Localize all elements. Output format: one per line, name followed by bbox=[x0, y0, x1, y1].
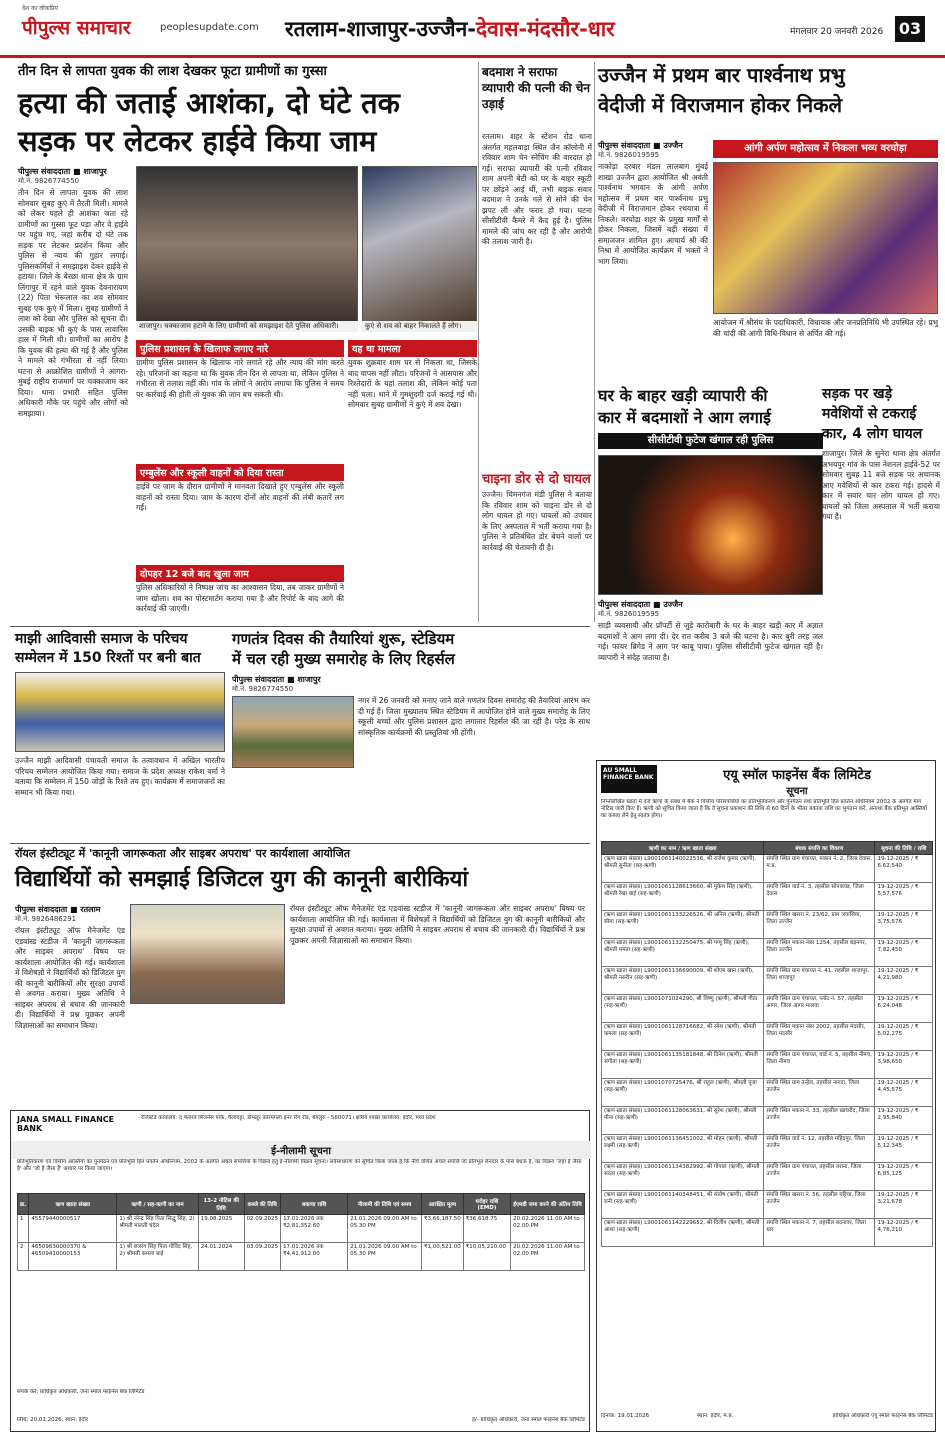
au-notice-table-cell: 19-12-2025 / ₹ 6,24,048 bbox=[875, 995, 933, 1023]
fire-body: साड़ी व्यवसायी और प्रॉपर्टी से जुड़े कारोबारी के घर के बाहर खड़ी कार में अज्ञात बदमाशों ने आग लगा दी। देर रात करीब 3 बजे की घटना है। कार बुरी तरह जल गई। फायर ब्रिगेड ने आग पर काबू पाया। पुलिस सीसीटीवी फुटेज खंगाल रही है। व्यापारी ने संदेह जताया है। bbox=[598, 621, 823, 662]
au-notice-table-cell: (ऋण खाता संख्या) L9001061140348451, श्री संतोष (ऋणी), श्रीमती रानी (सह-ऋणी) bbox=[602, 1191, 764, 1219]
well-photo bbox=[362, 166, 477, 323]
lead-story bbox=[10, 62, 475, 622]
legal-byline bbox=[15, 904, 125, 924]
au-notice-table-cell: संपत्ति स्थित मकान नं. 7, तहसील बदनावर, जिला धार bbox=[764, 1219, 875, 1247]
republic-mobile: मो.नं. 9826774550 bbox=[232, 685, 294, 693]
au-notice-table-row bbox=[602, 1191, 933, 1219]
au-notice-table-cell: (ऋण खाता संख्या) L9001061128716682, श्री रमेश (ऋणी), श्रीमती कमला (सह-ऋणी) bbox=[602, 1023, 764, 1051]
jana-footer: संपर्क करें: प्राधिकृत अधिकारी, जना स्मॉल फाइनेंस बैंक लिमिटेड bbox=[17, 1389, 145, 1395]
jana-notice-table-cell: ₹10,05,210.00 bbox=[463, 1243, 510, 1271]
protest-photo bbox=[136, 166, 358, 323]
legal-mobile: मो.नं. 9826486291 bbox=[15, 915, 77, 923]
jana-notice-table-cell: 46509630000370 & 46509410000153 bbox=[29, 1243, 117, 1271]
au-notice-table-cell: संपत्ति स्थित ग्राम पंचायत, वार्ड नं. 5, तहसील नीमच, जिला नीमच bbox=[764, 1051, 875, 1079]
au-text: निम्नलिखित खातों में दर्ज ऋणों के संबंध में बैंक ने वित्तीय परिसंपत्तियों का प्रतिभूतिकरण और पुनर्गठन तथा प्रतिभूति हित प्रवर्तन अधिनियम 2002 के अंतर्गत मांग नोटिस जारी किए हैं। ऋणी को सूचित किया जाता है कि वे सूचना प्रकाशन की तिथि से 60 दिनों के भीतर बकाया राशि का भुगतान करें, अन्यथा बैंक प्रतिभूत आस्तियों का कब्जा लेने हेतु स्वतंत्र होगा। bbox=[601, 799, 927, 819]
jana-notice-table-row bbox=[18, 1215, 585, 1243]
au-notice-table-cell: 19-12-2025 / ₹ 3,98,650 bbox=[875, 1051, 933, 1079]
au-notice-table-cell: संपत्ति स्थित ग्राम पंचायत, तहसील तराना, जिला उज्जैन bbox=[764, 1163, 875, 1191]
au-notice-table-cell: (ऋण खाता संख्या) L9001061128063631, श्री सुरेश (ऋणी), श्रीमती मीना (सह-ऋणी) bbox=[602, 1107, 764, 1135]
parshwanath-body-2: आयोजन में श्रीसंघ के पदाधिकारी, विधायक और जनप्रतिनिधि भी उपस्थित रहे। प्रभु की चांदी की आंगी विधि-विधान से अर्पित की गई। bbox=[713, 318, 938, 338]
au-footer-date: दिनांक: 19.01.2026 bbox=[601, 1413, 650, 1419]
newspaper-logo[interactable]: पीपुल्स समाचार bbox=[22, 17, 131, 39]
cattle-body: शाजापुर। जिले के सुनेरा थाना क्षेत्र अंतर्गत अभयपुर गांव के पास नेशनल हाईवे-52 पर सोमवार सुबह 11 बजे सड़क पर अचानक आए मवेशियों से कार टकरा गई। हादसे में कार में सवार चार लोग घायल हो गए। घायलों को जिला अस्पताल में भर्ती कराया गया है। bbox=[822, 449, 940, 521]
lead-subhead-1: पुलिस प्रशासन के खिलाफ लगाए नारे bbox=[136, 340, 344, 357]
legal-headline: विद्यार्थियों को समझाई डिजिटल युग की कानूनी बारीकियां bbox=[15, 867, 469, 892]
lead-subhead-4: यह था मामला bbox=[348, 340, 477, 357]
majhi-photo bbox=[15, 672, 225, 752]
au-notice-table-cell: संपत्ति स्थित वार्ड नं. 3, तहसील सोनकच्छ, जिला देवास bbox=[764, 883, 875, 911]
lead-body: तीन दिन से लापता युवक की लाश सोमवार सुबह कुएं में तैरती मिली। मामले को लेकर पहले ही आशंका जता रहे ग्रामीणों का गुस्सा फूट पड़ा और वे हाईवे पर पहुंच गए, जहां करीब दो घंटे तक सड़क पर लेटकर प्रदर्शन किया और पुलिस से न्याय की गुहार लगाई। पुलिसकर्मियों ने समझाइश देकर हाईवे से हटाया। जिले के बेरछा थाना क्षेत्र के ग्राम लिंगापुर में रहने वाले युवक देवनारायण (22) पिता भेरूलाल का शव सोमवार सुबह एक कुएं में मिला। सुबह ग्रामीणों ने लाश को देखा और पुलिस को सूचना दी। उसकी बाइक भी कुएं के पास लावारिस हाल में मिली थी। ग्रामीणों का आरोप है कि युवक की हत्या की गई है और पुलिस ने मामले को गंभीरता से नहीं लिया। घटना से आक्रोशित ग्रामीणों ने आगरा-मुंबई राष्ट्रीय राजमार्ग पर चक्काजाम कर दिया। थाना प्रभारी सहित पुलिस अधिकारी मौके पर पहुंचे और लोगों को समझाया। bbox=[18, 188, 128, 418]
jana-notice-table-cell: 24.01.2024 bbox=[198, 1243, 244, 1271]
jana-notice-table-cell: 21.01.2026 09.00 AM to 05.30 PM bbox=[348, 1243, 422, 1271]
parshwanath-body: नाकोड़ा दरबार मंडल लालबाग मुंबई शाखा उज्जैन द्वारा आयोजित श्री अवंती पार्श्वनाथ भगवान के आंगी अर्पण महोत्सव में प्रथम बार पार्श्वनाथ प्रभु वेदीजी में विराजमान होकर रथयात्रा में निकले। वरघोड़ा शहर के प्रमुख मार्गों से होकर निकला, जिसमें बड़ी संख्या में समाजजन शामिल हुए। आचार्य श्री की निश्रा में आयोजित कार्यक्रम में भक्तों ने भाग लिया। bbox=[598, 162, 708, 266]
jana-notice-table-cell: 17.01.2026 तक ₹2,81,352.60 bbox=[281, 1215, 348, 1243]
au-notice-table-cell: (ऋण खाता संख्या) L9001070725476, श्री राहुल (ऋणी), श्रीमती पूजा (सह-ऋणी) bbox=[602, 1079, 764, 1107]
jana-notice-table-cell: 02.09.2025 bbox=[244, 1215, 281, 1243]
cattle-headline-3: कार, 4 लोग घायल bbox=[822, 426, 923, 442]
parshwanath-story bbox=[598, 62, 938, 382]
jana-notice-col-header: क्र. bbox=[18, 1194, 29, 1215]
au-table-wrap bbox=[601, 841, 933, 1406]
au-notice-table-cell: संपत्ति स्थित खसरा नं. 56, तहसील घट्टिया, जिला उज्जैन bbox=[764, 1191, 875, 1219]
parshwanath-mobile: मो.नं. 9826019595 bbox=[598, 151, 660, 159]
republic-byline bbox=[232, 674, 412, 694]
jana-notice-table-cell: 1 bbox=[18, 1215, 29, 1243]
fire-byline bbox=[598, 599, 708, 619]
parshwanath-headline-2: वेदीजी में विराजमान होकर निकले bbox=[598, 93, 843, 117]
lead-subhead-3: दोपहर 12 बजे बाद खुला जाम bbox=[136, 565, 344, 582]
jana-notice-table-cell: 2 bbox=[18, 1243, 29, 1271]
au-notice-table-cell: (ऋण खाता संख्या) L9001061128613660, श्री मुकेश सिंह (ऋणी), श्रीमती रेखा बाई (सह-ऋणी) bbox=[602, 883, 764, 911]
china-dor-body: उज्जैन। चिमनगंज मंडी पुलिस ने बताया कि रविवार शाम को चाइना डोर से दो लोग घायल हो गए। घायलों को उपचार के लिए अस्पताल में भर्ती कराया गया है। पुलिस ने प्रतिबंधित डोर बेचने वालों पर कार्रवाई की चेतावनी दी है। bbox=[482, 490, 592, 552]
jana-notice-table-cell: 19.08.2025 bbox=[198, 1215, 244, 1243]
au-notice-table-cell: संपत्ति स्थित मकान नंबर 1254, तहसील बड़नगर, जिला उज्जैन bbox=[764, 939, 875, 967]
page-number: 03 bbox=[895, 16, 925, 42]
legal-byline-text: पीपुल्स संवाददाता ■ रतलाम bbox=[15, 905, 101, 914]
protest-photo-caption: शाजापुर। चक्काजाम हटाने के लिए ग्रामीणों को समझाइश देते पुलिस अधिकारी। bbox=[136, 321, 358, 332]
jana-notice-col-header: 13-2 नोटिस की तिथि bbox=[198, 1194, 244, 1215]
edition-cities bbox=[285, 15, 615, 43]
logo-tagline: देश का लोकप्रिय bbox=[22, 5, 58, 12]
lead-subtext-1: ग्रामीण पुलिस प्रशासन के खिलाफ नारे लगाते रहे और न्याय की मांग करते रहे। परिजनों का कहना था कि युवक तीन दिन से लापता था, लेकिन पुलिस ने गंभीरता से तलाश नहीं की। गांव के लोगों ने आरोप लगाया कि पुलिस ने समय पर कार्रवाई की होती तो युवक की जान बच सकती थी। bbox=[136, 358, 344, 399]
lead-mobile: मो.नं. 9826774550 bbox=[18, 177, 80, 185]
au-notice-table-cell: 19-12-2025 / ₹ 2,95,840 bbox=[875, 1107, 933, 1135]
lead-kicker: तीन दिन से लापता युवक की लाश देखकर फूटा ग्रामीणों का गुस्सा bbox=[18, 64, 327, 79]
au-table-header bbox=[602, 842, 933, 855]
republic-headline-2: में चल रही मुख्य समारोह के लिए रिहर्सल bbox=[232, 650, 455, 668]
jana-table-header bbox=[18, 1194, 585, 1215]
jana-text: प्रतिभूतिकरण एवं वित्तीय आस्तियों का पुनर्गठन एवं प्रतिभूति हित प्रवर्तन अधिनियम, 2002 के अंतर्गत अचल संपत्तियों के विक्रय हेतु ई-नीलामी विक्रय सूचना। सर्वसाधारण को सूचित किया जाता है कि नीचे वर्णित अचल संपत्ति जो प्रतिभूत लेनदार के पास बंधक है, का विक्रय 'जहां है जैसा है' और 'जो है जैसा है' आधार पर किया जाएगा। bbox=[17, 1159, 582, 1172]
au-notice-table-row bbox=[602, 939, 933, 967]
majhi-body: उज्जैन माझी आदिवासी पंचायती समाज के तत्वावधान में अखिल भारतीय परिचय सम्मेलन आयोजित किया गया। समाज के प्रदेश अध्यक्ष राकेश वर्मा ने बताया कि सम्मेलन में 150 जोड़ों के रिश्ते तय हुए। कार्यक्रम में समाजजनों का सम्मान भी किया गया। bbox=[15, 756, 225, 797]
au-notice-table-row bbox=[602, 911, 933, 939]
jana-notice-col-header: ईएमडी जमा करने की अंतिम तिथि bbox=[511, 1194, 585, 1215]
au-notice-table-cell: 19-12-2025 / ₹ 5,12,345 bbox=[875, 1135, 933, 1163]
au-notice-table-cell: 19-12-2025 / ₹ 7,82,450 bbox=[875, 939, 933, 967]
robbery-headline: बदमाश ने सराफा व्यापारी की पत्नी की चेन उड़ाई bbox=[482, 65, 591, 111]
au-notice-table-cell: (ऋण खाता संख्या) L9001061142229652, श्री दिलीप (ऋणी), श्रीमती आशा (सह-ऋणी) bbox=[602, 1219, 764, 1247]
jana-notice-table-cell: 17.01.2026 तक ₹4,41,912.00 bbox=[281, 1243, 348, 1271]
column-divider bbox=[478, 62, 479, 622]
au-notice-table-cell: (ऋण खाता संख्या) L9001061140022536, श्री राजेश कुमार (ऋणी), श्रीमती सुनीता (सह-ऋणी) bbox=[602, 855, 764, 883]
au-footer-sign: प्राधिकृत अधिकारी एयू स्मॉल फाइनेंस बैंक लिमिटेड bbox=[832, 1413, 933, 1419]
au-notice-table-cell: संपत्ति स्थित वार्ड नं. 12, तहसील महिदपुर, जिला उज्जैन bbox=[764, 1135, 875, 1163]
issue-date: मंगलवार 20 जनवरी 2026 bbox=[790, 27, 884, 37]
cities-red: देवास-मंदसौर-धार bbox=[475, 17, 615, 41]
au-notice-col-header: ऋणी का नाम / ऋण खाता संख्या bbox=[602, 842, 764, 855]
website-link[interactable]: peoplesupdate.com bbox=[160, 22, 259, 33]
au-notice-table-row bbox=[602, 1219, 933, 1247]
au-notice-table-cell: संपत्ति स्थित ग्राम पंचायत नं. 41, तहसील शाजापुर, जिला शाजापुर bbox=[764, 967, 875, 995]
jana-notice-col-header: आरक्षित मूल्य bbox=[422, 1194, 464, 1215]
well-photo-caption: कुएं से शव को बाहर निकालते हैं लोग। bbox=[362, 321, 477, 332]
au-notice-table-row bbox=[602, 967, 933, 995]
fire-tag: सीसीटीवी फुटेज खंगाल रही पुलिस bbox=[598, 433, 823, 449]
fire-byline-text: पीपुल्स संवाददाता ■ उज्जैन bbox=[598, 600, 683, 609]
fire-headline-1: घर के बाहर खड़ी व्यापारी की bbox=[598, 386, 768, 405]
au-notice-table-row bbox=[602, 1107, 933, 1135]
au-bank-notice bbox=[596, 760, 936, 1432]
jana-notice-col-header: नीलामी की तिथि एवं समय bbox=[348, 1194, 422, 1215]
jana-notice-table-cell: 21.01.2026 09.00 AM to 05.30 PM bbox=[348, 1215, 422, 1243]
au-notice-col-header: सूचना की तिथि / राशि bbox=[875, 842, 933, 855]
au-notice-table-cell: संपत्ति स्थित ग्राम पंचायत, प्लॉट नं. 57, तहसील आगर, जिला आगर मालवा bbox=[764, 995, 875, 1023]
au-notice-table-row bbox=[602, 1023, 933, 1051]
majhi-headline-2: सम्मेलन में 150 रिश्तों पर बनी बात bbox=[15, 650, 201, 666]
lead-headline-1: हत्या की जताई आशंका, दो घंटे तक bbox=[18, 86, 400, 120]
cattle-headline-2: मवेशियों से टकराई bbox=[822, 406, 917, 422]
au-notice-table-row bbox=[602, 1135, 933, 1163]
lead-subhead-2: एम्बुलेंस और स्कूली वाहनों को दिया रास्ता bbox=[136, 464, 344, 481]
jana-notice-col-header: ऋणी / सह-ऋणी का नाम bbox=[117, 1194, 198, 1215]
lead-byline bbox=[18, 166, 128, 186]
legal-kicker: रॉयल इंस्टीट्यूट में 'कानूनी जागरूकता और साइबर अपराध' पर कार्यशाला आयोजित bbox=[15, 847, 351, 860]
jana-logo: JANA SMALL FINANCE BANK bbox=[17, 1115, 115, 1133]
workshop-photo bbox=[130, 904, 285, 1004]
au-notice-table-cell: (ऋण खाता संख्या) L9001061133226526, श्री अनिल (ऋणी), श्रीमती सीमा (सह-ऋणी) bbox=[602, 911, 764, 939]
jana-notice-table-cell: 03.09.2025 bbox=[244, 1243, 281, 1271]
fire-story bbox=[598, 385, 838, 765]
robbery-body: रतलाम। शहर के स्टेशन रोड थाना अंतर्गत महलवाड़ा स्थित जैन कॉलोनी में रविवार शाम चेन स्नेचिंग की वारदात हो गई। सराफा व्यापारी की पत्नी रविवार शाम अपनी बेटी को घर के बाहर स्कूटी पर छोड़ने आई थीं, तभी बाइक सवार बदमाश ने उनके गले से सोने की चेन झपट ली और फरार हो गया। घटना सीसीटीवी कैमरे में कैद हुई है। पुलिस मामले की जांच कर रही है और आरोपी की तलाश जारी है। bbox=[482, 132, 592, 246]
procession-photo bbox=[713, 162, 938, 314]
au-footer-place: स्थान: इंदौर, म.प्र. bbox=[697, 1413, 734, 1419]
jana-table-body bbox=[18, 1215, 585, 1271]
au-notice-table-row bbox=[602, 1079, 933, 1107]
au-table-body bbox=[602, 855, 933, 1247]
au-notice-table-row bbox=[602, 883, 933, 911]
jana-notice-table-cell: ₹3,66,187.50 bbox=[422, 1215, 464, 1243]
fire-mobile: मो.नं. 9826019595 bbox=[598, 610, 660, 618]
jana-table-wrap bbox=[17, 1193, 585, 1383]
cattle-story bbox=[822, 385, 940, 765]
parshwanath-headline-1: उज्जैन में प्रथम बार पार्श्वनाथ प्रभु bbox=[598, 63, 845, 87]
au-subtitle: सूचना bbox=[786, 786, 808, 797]
robbery-story bbox=[482, 62, 592, 622]
au-notice-table-cell: 19-12-2025 / ₹ 6,62,540 bbox=[875, 855, 933, 883]
section-rule bbox=[10, 626, 590, 627]
au-notice-table-cell: संपत्ति स्थित ग्राम पंचायत, मकान नं. 2, जिला देवास, म.प्र. bbox=[764, 855, 875, 883]
au-notice-table-cell: 19-12-2025 / ₹ 4,76,210 bbox=[875, 1219, 933, 1247]
jana-footer-date: तिथि: 20.01.2026, स्थान: इंदौर bbox=[17, 1417, 89, 1423]
parshwanath-byline-text: पीपुल्स संवाददाता ■ उज्जैन bbox=[598, 141, 683, 150]
jana-notice-table-cell: 1) श्री नरेन्द्र सिंह पिता सिद्धु सिंह, 2) श्रीमती मालती चंदेल bbox=[117, 1215, 198, 1243]
jana-title: ई-नीलामी सूचना bbox=[11, 1141, 591, 1159]
au-notice-table-cell: 19-12-2025 / ₹ 3,75,576 bbox=[875, 911, 933, 939]
jana-notice-table-cell: ₹1,00,521.00 bbox=[422, 1243, 464, 1271]
au-table bbox=[601, 841, 933, 1247]
au-notice-table-cell: 19-12-2025 / ₹ 5,02,275 bbox=[875, 1023, 933, 1051]
au-notice-table-row bbox=[602, 995, 933, 1023]
au-notice-table-cell: (ऋण खाता संख्या) L9001061132250475, श्री पप्पू सिंह (ऋणी), श्रीमती ममता (सह-ऋणी) bbox=[602, 939, 764, 967]
jana-footer-sign: ह/- प्राधिकृत अधिकारी, जना स्मॉल फाइनेंस बैंक लिमिटेड bbox=[471, 1417, 585, 1423]
jana-notice-table-cell: 45579440000517 bbox=[29, 1215, 117, 1243]
au-title: एयू स्मॉल फाइनेंस बैंक लिमिटेड bbox=[723, 768, 871, 783]
au-logo bbox=[601, 765, 657, 793]
section-rule bbox=[10, 843, 590, 844]
lead-byline-text: पीपुल्स संवाददाता ■ शाजापुर bbox=[18, 167, 107, 176]
au-notice-col-header: बंधक संपत्ति का विवरण bbox=[764, 842, 875, 855]
cities-black: रतलाम-शाजापुर-उज्जैन- bbox=[285, 17, 476, 41]
lead-headline-2: सड़क पर लेटकर हाईवे किया जाम bbox=[18, 124, 377, 158]
au-notice-table-row bbox=[602, 1051, 933, 1079]
au-notice-table-cell: (ऋण खाता संख्या) L9001071024290, श्री विष्णु (ऋणी), श्रीमती गीता (सह-ऋणी) bbox=[602, 995, 764, 1023]
au-notice-table-cell: 19-12-2025 / ₹ 4,21,980 bbox=[875, 967, 933, 995]
jana-notice-col-header: ऋण खाता संख्या bbox=[29, 1194, 117, 1215]
legal-body-2: रॉयल इंस्टीट्यूट ऑफ मैनेजमेंट एंड एडवांस्ड स्टडीज में 'कानूनी जागरूकता और साइबर अपराध' विषय पर कार्यशाला आयोजित की गई। कार्यशाला में विशेषज्ञों ने विद्यार्थियों को डिजिटल युग की कानूनी बारीकियों और सुरक्षा उपायों से अवगत कराया। मुख्य अतिथि ने साइबर अपराध से बचाव की जानकारी दी। विद्यार्थियों ने प्रश्न पूछकर अपनी जिज्ञासाओं का समाधान किया। bbox=[290, 904, 585, 945]
au-notice-table-cell: संपत्ति स्थित मकान नं. 33, तहसील खाचरौद, जिला उज्जैन bbox=[764, 1107, 875, 1135]
china-dor-headline: चाइना डोर से दो घायल bbox=[482, 472, 591, 487]
au-notice-table-cell: संपत्ति स्थित मकान नंबर 2002, तहसील मंदसौर, जिला मंदसौर bbox=[764, 1023, 875, 1051]
rehearsal-photo bbox=[232, 696, 354, 768]
jana-notice-col-header: कब्जे की तिथि bbox=[244, 1194, 281, 1215]
republic-story bbox=[232, 630, 590, 840]
masthead bbox=[0, 0, 945, 58]
au-notice-table-row bbox=[602, 1163, 933, 1191]
republic-headline-1: गणतंत्र दिवस की तैयारियां शुरू, स्टेडियम bbox=[232, 630, 455, 648]
legal-story bbox=[10, 846, 590, 1108]
jana-notice-table-cell: 20.02.2026 11.00 AM to 02.00 PM bbox=[511, 1215, 585, 1243]
jana-notice-table-cell: ₹36,618.75 bbox=[463, 1215, 510, 1243]
au-notice-table-row bbox=[602, 855, 933, 883]
au-notice-table-cell: (ऋण खाता संख्या) L9001061136451002, श्री मोहन (ऋणी), श्रीमती लक्ष्मी (सह-ऋणी) bbox=[602, 1135, 764, 1163]
au-notice-table-cell: (ऋण खाता संख्या) L9001061134382992, श्री गोपाल (ऋणी), श्रीमती सरला (सह-ऋणी) bbox=[602, 1163, 764, 1191]
jana-notice-table-cell: 20.02.2026 11.00 AM to 02.00 PM bbox=[511, 1243, 585, 1271]
lead-subtext-4: युवक शुक्रवार शाम घर से निकला था, जिसके बाद वापस नहीं लौटा। परिजनों ने आसपास और रिश्तेदारों के यहां तलाश की, लेकिन कोई पता नहीं चला। थाने में गुमशुदगी दर्ज कराई गई थी। सोमवार सुबह ग्रामीणों ने कुएं में शव देखा। bbox=[348, 358, 477, 409]
jana-notice-col-header: बकाया राशि bbox=[281, 1194, 348, 1215]
jana-auction-notice bbox=[10, 1110, 590, 1432]
au-notice-table-cell: 19-12-2025 / ₹ 3,21,678 bbox=[875, 1191, 933, 1219]
jana-table bbox=[17, 1193, 585, 1271]
fire-headline-2: कार में बदमाशों ने आग लगाई bbox=[598, 408, 771, 427]
au-notice-table-cell: 19-12-2025 / ₹ 5,57,576 bbox=[875, 883, 933, 911]
au-notice-table-cell: 19-12-2025 / ₹ 6,85,125 bbox=[875, 1163, 933, 1191]
jana-address: रजिस्टर्ड कार्यालय: द फेयरवे बिजनेस पार्क, चैलाघट्टा, डोमलूर कोरमंगला इनर रिंग रोड, बेंगलुरु - 560071। क्षेत्रीय शाखा कार्यालय: इंदौर, मध्य प्रदेश bbox=[141, 1115, 436, 1121]
parshwanath-byline bbox=[598, 140, 708, 160]
parshwanath-tag: आंगी अर्पण महोत्सव में निकला भव्य वरघोड़ा bbox=[713, 140, 938, 158]
republic-byline-text: पीपुल्स संवाददाता ■ शाजापुर bbox=[232, 675, 321, 684]
au-notice-table-cell: 19-12-2025 / ₹ 4,45,575 bbox=[875, 1079, 933, 1107]
jana-notice-table-row bbox=[18, 1243, 585, 1271]
legal-body: रॉयल इंस्टीट्यूट ऑफ मैनेजमेंट एंड एडवांस्ड स्टडीज में 'कानूनी जागरूकता और साइबर अपराध' विषय पर कार्यशाला आयोजित की गई। कार्यशाला में विशेषज्ञों ने विद्यार्थियों को डिजिटल युग की कानूनी बारीकियों और सुरक्षा उपायों से अवगत कराया। मुख्य अतिथि ने साइबर अपराध से बचाव की जानकारी दी। विद्यार्थियों ने प्रश्न पूछकर अपनी जिज्ञासाओं का समाधान किया। bbox=[15, 926, 125, 1030]
au-logo-text: AU SMALL FINANCE BANK bbox=[603, 767, 654, 781]
republic-body: नगर में 26 जनवरी को मनाए जाने वाले गणतंत्र दिवस समारोह की तैयारियां आरंभ कर दी गई हैं। जिला मुख्यालय स्थित स्टेडियम में आयोजित होने वाले मुख्य समारोह के लिए स्कूली बच्चों और पुलिस प्रशासन द्वारा लगातार रिहर्सल की जा रही है। परेड के साथ सांस्कृतिक कार्यक्रमों की प्रस्तुतियां भी होंगी। bbox=[358, 696, 590, 737]
au-notice-table-cell: संपत्ति स्थित ग्राम उन्हेल, तहसील नागदा, जिला उज्जैन bbox=[764, 1079, 875, 1107]
majhi-story bbox=[10, 630, 225, 840]
jana-notice-col-header: धरोहर राशि (EMD) bbox=[463, 1194, 510, 1215]
au-notice-table-cell: (ऋण खाता संख्या) L9001061135181848, श्री दिनेश (ऋणी), श्रीमती संगीता (सह-ऋणी) bbox=[602, 1051, 764, 1079]
cattle-headline-1: सड़क पर खड़े bbox=[822, 386, 893, 402]
au-notice-table-cell: (ऋण खाता संख्या) L9001061136690009, श्री शोएब खान (ऋणी), श्रीमती नसरीन (सह-ऋणी) bbox=[602, 967, 764, 995]
column-divider bbox=[594, 62, 595, 622]
lead-subtext-3: पुलिस अधिकारियों ने निष्पक्ष जांच का आश्वासन दिया, तब जाकर ग्रामीणों ने जाम खोला। शव का पोस्टमार्टम कराया गया है और रिपोर्ट के बाद आगे की कार्रवाई की जाएगी। bbox=[136, 583, 344, 613]
burning-car-photo bbox=[598, 455, 823, 595]
jana-notice-table-cell: 1) श्री बजरंग सिंह पिता गोविंद सिंह, 2) श्रीमती कमला बाई bbox=[117, 1243, 198, 1271]
au-notice-table-cell: संपत्ति स्थित खसरा नं. 23/62, ग्राम जवासिया, जिला उज्जैन bbox=[764, 911, 875, 939]
majhi-headline-1: माझी आदिवासी समाज के परिचय bbox=[15, 631, 188, 647]
lead-subtext-2: हाईवे पर जाम के दौरान ग्रामीणों ने मानवता दिखाते हुए एम्बुलेंस और स्कूली वाहनों को रास्ता दिया। जाम के कारण दोनों ओर वाहनों की लंबी कतारें लग गईं। bbox=[136, 482, 344, 512]
